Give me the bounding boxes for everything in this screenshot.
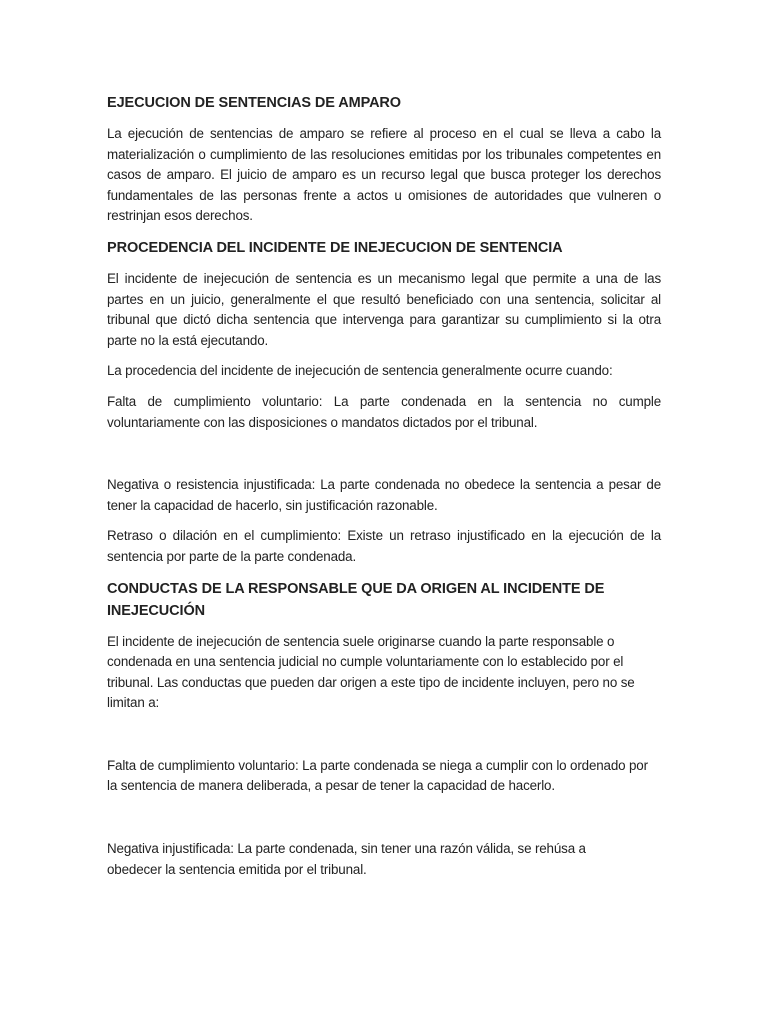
paragraph-retraso-dilacion: Retraso o dilación en el cumplimiento: Existe un retraso injustificado en la ejecución de la sentencia por parte de la parte condenada. xyxy=(107,528,661,564)
section-heading-procedencia: PROCEDENCIA DEL INCIDENTE DE INEJECUCION DE SENTENCIA xyxy=(107,239,563,256)
paragraph-conductas-definicion: El incidente de inejecución de sentencia suele originarse cuando la parte responsable o condenada en una sentencia judicial no cumple voluntariamente con lo establecido por el tribunal. Las conductas que pueden dar origen a este tipo de incidente incluyen, pero no se limitan a: xyxy=(107,633,635,711)
paragraph-negativa-resistencia: Negativa o resistencia injustificada: La parte condenada no obedece la sentencia a pesar de tener la capacidad de hacerlo, sin justificación razonable. xyxy=(107,477,661,513)
paragraph-procedencia-definicion: El incidente de inejecución de sentencia es un mecanismo legal que permite a una de las partes en un juicio, generalmente el que resultó beneficiado con una sentencia, solicitar al tribunal que dictó dicha sentencia que intervenga para garantizar su cumplimiento si la otra parte no la está ejecutando. xyxy=(107,270,661,348)
paragraph-procedencia-intro: La procedencia del incidente de inejecución de sentencia generalmente ocurre cuando: xyxy=(107,363,613,379)
paragraph-falta-cumplimiento: Falta de cumplimiento voluntario: La parte condenada en la sentencia no cumple voluntariamente con las disposiciones o mandatos dictados por el tribunal. xyxy=(107,393,661,430)
document-page xyxy=(107,92,661,880)
paragraph-conductas-falta-cumplimiento: Falta de cumplimiento voluntario: La parte condenada se niega a cumplir con lo ordenado por la sentencia de manera deliberada, a pesar de tener la capacidad de hacerlo. xyxy=(107,757,648,794)
paragraph-ejecucion-definicion: La ejecución de sentencias de amparo se refiere al proceso en el cual se lleva a cabo la materialización o cumplimiento de las resoluciones emitidas por los tribunales competentes en casos de amparo. El juicio de amparo es un recurso legal que busca proteger los derechos fundamentales de las personas frente a actos u omisiones de autoridades que vulneren o restrinjan esos derechos. xyxy=(107,126,661,224)
section-heading-ejecucion: EJECUCION DE SENTENCIAS DE AMPARO xyxy=(107,95,401,111)
paragraph-conductas-negativa: Negativa injustificada: La parte condenada, sin tener una razón válida, se rehúsa a obedecer la sentencia emitida por el tribunal. xyxy=(107,841,586,877)
section-heading-conductas: CONDUCTAS DE LA RESPONSABLE QUE DA ORIGEN AL INCIDENTE DE INEJECUCIÓN xyxy=(107,580,605,619)
